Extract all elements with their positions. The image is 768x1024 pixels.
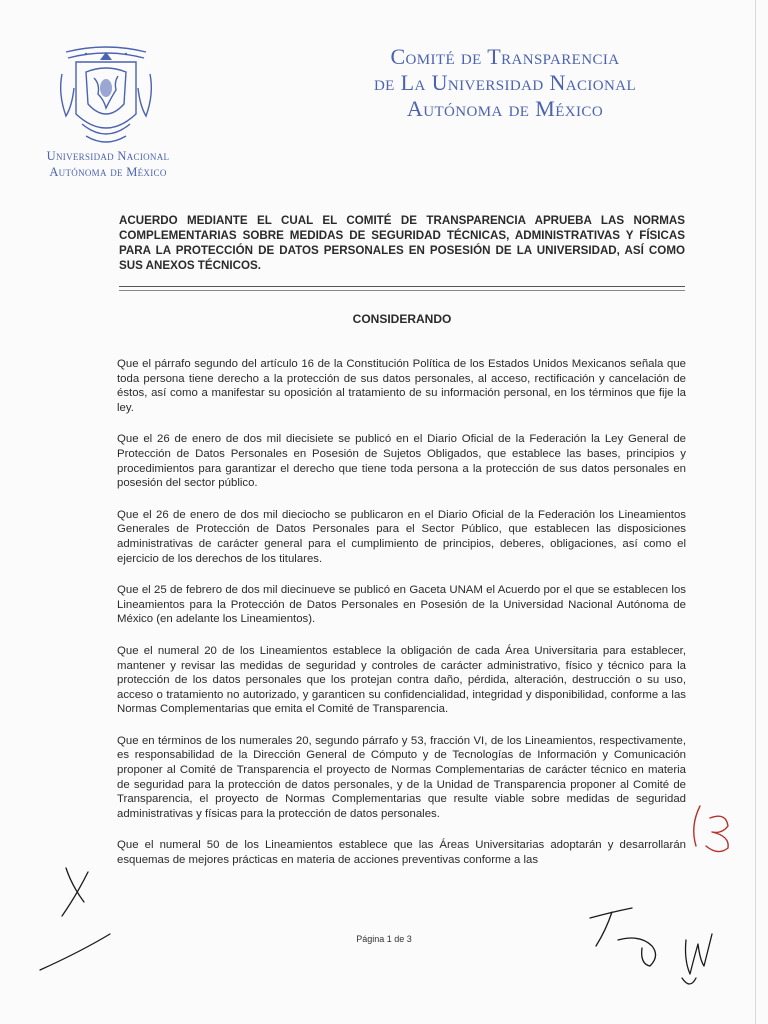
committee-line-2: de La Universidad Nacional [373, 70, 637, 95]
committee-line-3: Autónoma de México [406, 96, 604, 121]
unam-seal-logo [56, 44, 156, 149]
title-divider [119, 286, 685, 287]
paragraph: Que el 26 de enero de dos mil diecisiete se publicó en el Diario Oficial de la Federación la Ley General de Protección de Datos Personales en Posesión de Sujetos Obligados, que establece las bases, principios y procedimientos para garantizar el derecho que tiene toda persona a la protección de sus datos personales en posesión del sector público. [117, 433, 686, 490]
paragraph: Que el numeral 50 de los Lineamientos establece que las Áreas Universitarias adoptarán y desarrollarán esquemas de mejores prácticas en materia de acciones preventivas conforme a las [117, 839, 686, 867]
document-title: ACUERDO MEDIANTE EL CUAL EL COMITÉ DE TRANSPARENCIA APRUEBA LAS NORMAS COMPLEMENTARIAS SOBRE MEDIDAS DE SEGURIDAD TÉCNICAS, ADMINISTRATIVAS Y FÍSICAS PARA LA PROTECCIÓN DE DATOS PERSONALES EN POSESIÓN DE LA UNIVERSIDAD, ASÍ COMO SUS ANEXOS TÉCNICOS. [119, 214, 685, 272]
page-edge [755, 0, 756, 1024]
initial-mark-x [62, 868, 88, 916]
paragraph: Que el párrafo segundo del artículo 16 de la Constitución Política de los Estados Unidos Mexicanos señala que toda persona tiene derecho a la protección de sus datos personales, al acceso, rectificación y cancelación de éstos, así como a manifestar su oposición al tratamiento de su información personal, en los términos que fije la ley. [117, 358, 686, 414]
committee-letterhead [320, 44, 690, 122]
section-heading: CONSIDERANDO [352, 312, 452, 326]
title-divider-secondary [119, 290, 685, 291]
logo-caption-line-1: Universidad Nacional [46, 149, 170, 163]
paragraph: Que el 25 de febrero de dos mil diecinueve se publicó en Gaceta UNAM el Acuerdo por el que se establecen los Lineamientos para la Protección de Datos Personales en Posesión de la Universidad Nacional Autónoma de México (en adelante los Lineamientos). [117, 584, 686, 626]
document-body [117, 357, 686, 885]
committee-line-1: Comité de Transparencia [390, 44, 620, 69]
paragraph: Que el numeral 20 de los Lineamientos establece la obligación de cada Área Universitaria para establecer, mantener y revisar las medidas de seguridad y controles de carácter administrativo, físico y técnico para la protección de los datos personales que los protejan contra daño, pérdida, alteración, destrucción o su uso, acceso o tratamiento no autorizado, y garanticen su confidencialidad, integridad y disponibilidad, conforme a las Normas Complementarias que emita el Comité de Transparencia. [117, 644, 686, 716]
page-number: Página 1 de 3 [356, 934, 412, 944]
logo-caption [38, 148, 178, 180]
paragraph: Que el 26 de enero de dos mil dieciocho se publicaron en el Diario Oficial de la Federación los Lineamientos Generales de Protección de Datos Personales para el Sector Público, que establecen las disposiciones administrativas de carácter general para el cumplimiento de principios, deberes, obligaciones, así como el ejercicio de los derechos de los titulares. [117, 508, 686, 565]
logo-caption-line-2: Autónoma de México [49, 165, 167, 179]
red-initial-mark [694, 806, 728, 852]
paragraph: Que en términos de los numerales 20, segundo párrafo y 53, fracción VI, de los Lineamientos, respectivamente, es responsabilidad de la Dirección General de Cómputo y de Tecnologías de Información y Comunicación proponer al Comité de Transparencia el proyecto de Normas Complementarias de carácter técnico en materia de seguridad para la protección de datos personales, y de la Unidad de Transparencia proponer al Comité de Transparencia, el proyecto de Normas Complementarias que resulte viable sobre medidas de seguridad administrativas y físicas para la protección de datos personales. [117, 734, 686, 820]
